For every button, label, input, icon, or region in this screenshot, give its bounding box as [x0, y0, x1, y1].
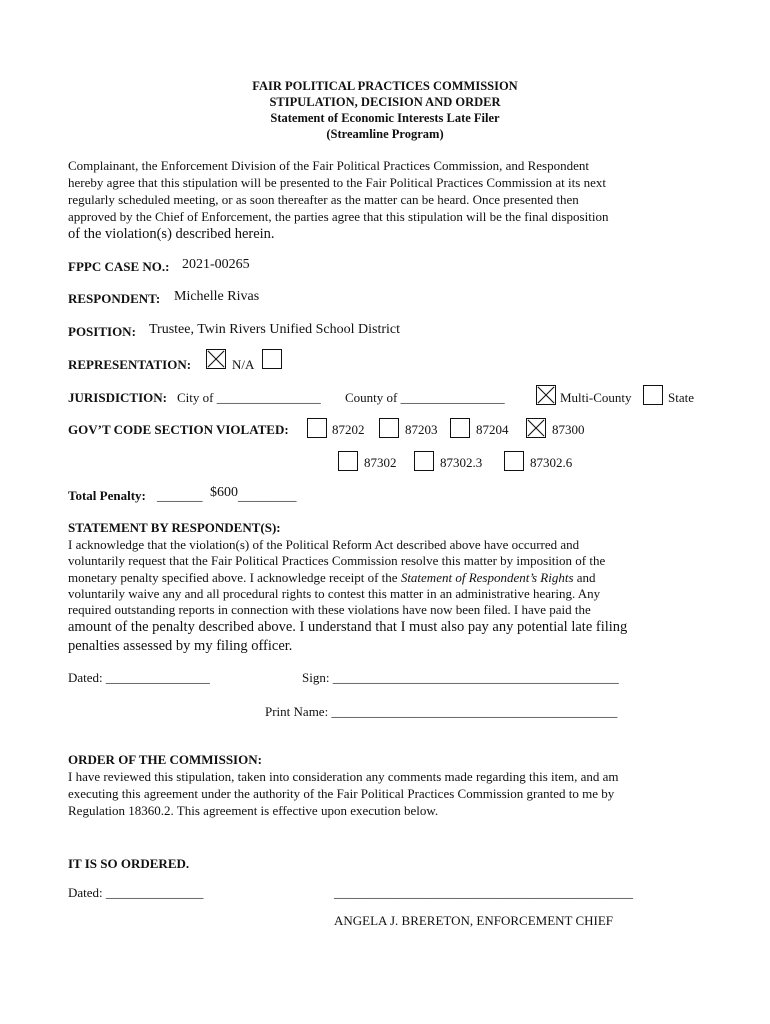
check-x-icon — [537, 386, 555, 404]
jurisdiction-multi-county-label: Multi-County — [560, 390, 632, 405]
title-statement: Statement of Economic Interests Late Filer — [270, 111, 500, 125]
intro-line-3: regularly scheduled meeting, or as soon thereafter as the matter can be heard. Once presented then — [68, 192, 579, 207]
so-ordered-heading: IT IS SO ORDERED. — [68, 856, 190, 871]
respondent-dated-field[interactable]: Dated: ________________ — [68, 670, 210, 685]
jurisdiction-county[interactable]: County of ________________ — [345, 390, 505, 405]
check-x-icon — [207, 350, 225, 368]
jurisdiction-state-checkbox[interactable] — [643, 385, 663, 405]
respondent-print-name-field[interactable]: Print Name: ____________________________________________ — [265, 704, 618, 719]
code-87302-3-checkbox[interactable] — [414, 451, 434, 471]
intro-line-2: hereby agree that this stipulation will be presented to the Fair Political Practices Commission at its next — [68, 175, 606, 190]
statement-line-3-start: monetary penalty specified above. I acknowledge receipt of the — [68, 570, 401, 585]
statement-line-1: I acknowledge that the violation(s) of the Political Reform Act described above have occurred and — [68, 537, 580, 552]
total-penalty-underline-left: _______ — [157, 488, 203, 503]
check-x-icon — [527, 419, 545, 437]
code-87302-checkbox[interactable] — [338, 451, 358, 471]
code-87302-3-label: 87302.3 — [440, 455, 483, 470]
code-87203-checkbox[interactable] — [379, 418, 399, 438]
code-87302-label: 87302 — [364, 455, 397, 470]
intro-line-1: Complainant, the Enforcement Division of the Fair Political Practices Commission, and Respondent — [68, 158, 589, 173]
code-87302-6-label: 87302.6 — [530, 455, 573, 470]
respondent-label: RESPONDENT: — [68, 291, 161, 306]
representation-na-label: N/A — [232, 357, 255, 372]
code-87202-checkbox[interactable] — [307, 418, 327, 438]
statement-line-3-end: and — [573, 570, 596, 585]
title-commission: FAIR POLITICAL PRACTICES COMMISSION — [252, 79, 518, 93]
order-line-1: I have reviewed this stipulation, taken into consideration any comments made regarding this item, and am — [68, 769, 619, 784]
enforcement-chief-name: ANGELA J. BRERETON, ENFORCEMENT CHIEF — [334, 913, 614, 928]
position-label: POSITION: — [68, 324, 136, 339]
statement-line-2: voluntarily request that the Fair Political Practices Commission resolve this matter by imposition of the — [68, 553, 606, 568]
statement-line-5: required outstanding reports in connection with these violations have now been filed. I have paid the — [68, 602, 591, 617]
code-87300-label: 87300 — [552, 422, 585, 437]
statement-line-7: penalties assessed by my filing officer. — [68, 638, 293, 654]
title-program: (Streamline Program) — [326, 127, 444, 141]
order-heading: ORDER OF THE COMMISSION: — [68, 752, 262, 767]
case-number-value: 2021-00265 — [182, 257, 250, 272]
respondent-sign-field[interactable]: Sign: ____________________________________________ — [302, 670, 619, 685]
statement-line-6: amount of the penalty described above. I understand that I must also pay any potential late filing — [68, 619, 628, 635]
code-87300-checkbox[interactable] — [526, 418, 546, 438]
jurisdiction-city[interactable]: City of ________________ — [177, 390, 321, 405]
title-stipulation: STIPULATION, DECISION AND ORDER — [269, 95, 501, 109]
order-line-2: executing this agreement under the authority of the Fair Political Practices Commission granted to me by — [68, 786, 615, 801]
total-penalty-amount: $600 — [210, 485, 238, 500]
statement-rights-title: Statement of Respondent’s Rights — [400, 570, 574, 585]
intro-line-5: of the violation(s) described herein. — [68, 226, 275, 242]
total-penalty-underline-right: _________ — [238, 488, 297, 503]
jurisdiction-state-label: State — [668, 390, 694, 405]
position-value: Trustee, Twin Rivers Unified School District — [149, 322, 401, 337]
representation-label: REPRESENTATION: — [68, 357, 192, 372]
statement-line-3 — [68, 570, 596, 586]
code-87202-label: 87202 — [332, 422, 365, 437]
code-87302-6-checkbox[interactable] — [504, 451, 524, 471]
code-87204-checkbox[interactable] — [450, 418, 470, 438]
jurisdiction-label: JURISDICTION: — [68, 390, 167, 405]
code-87204-label: 87204 — [476, 422, 509, 437]
code-section-label: GOV’T CODE SECTION VIOLATED: — [68, 422, 289, 437]
total-penalty-label: Total Penalty: — [68, 488, 146, 503]
case-number-label: FPPC CASE NO.: — [68, 259, 170, 274]
representation-na-checkbox[interactable] — [206, 349, 226, 369]
representation-other-checkbox[interactable] — [262, 349, 282, 369]
order-dated-field[interactable]: Dated: _______________ — [68, 885, 204, 900]
statement-heading: STATEMENT BY RESPONDENT(S): — [68, 520, 281, 535]
intro-line-4: approved by the Chief of Enforcement, the parties agree that this stipulation will be the final disposition — [68, 209, 609, 224]
respondent-value: Michelle Rivas — [174, 289, 260, 304]
jurisdiction-multi-county-checkbox[interactable] — [536, 385, 556, 405]
statement-line-4: voluntarily waive any and all procedural rights to contest this matter in an administrative hearing. Any — [68, 586, 601, 601]
order-line-3: Regulation 18360.2. This agreement is effective upon execution below. — [68, 803, 439, 818]
code-87203-label: 87203 — [405, 422, 438, 437]
enforcement-chief-signature-line[interactable]: ______________________________________________ — [334, 885, 633, 900]
